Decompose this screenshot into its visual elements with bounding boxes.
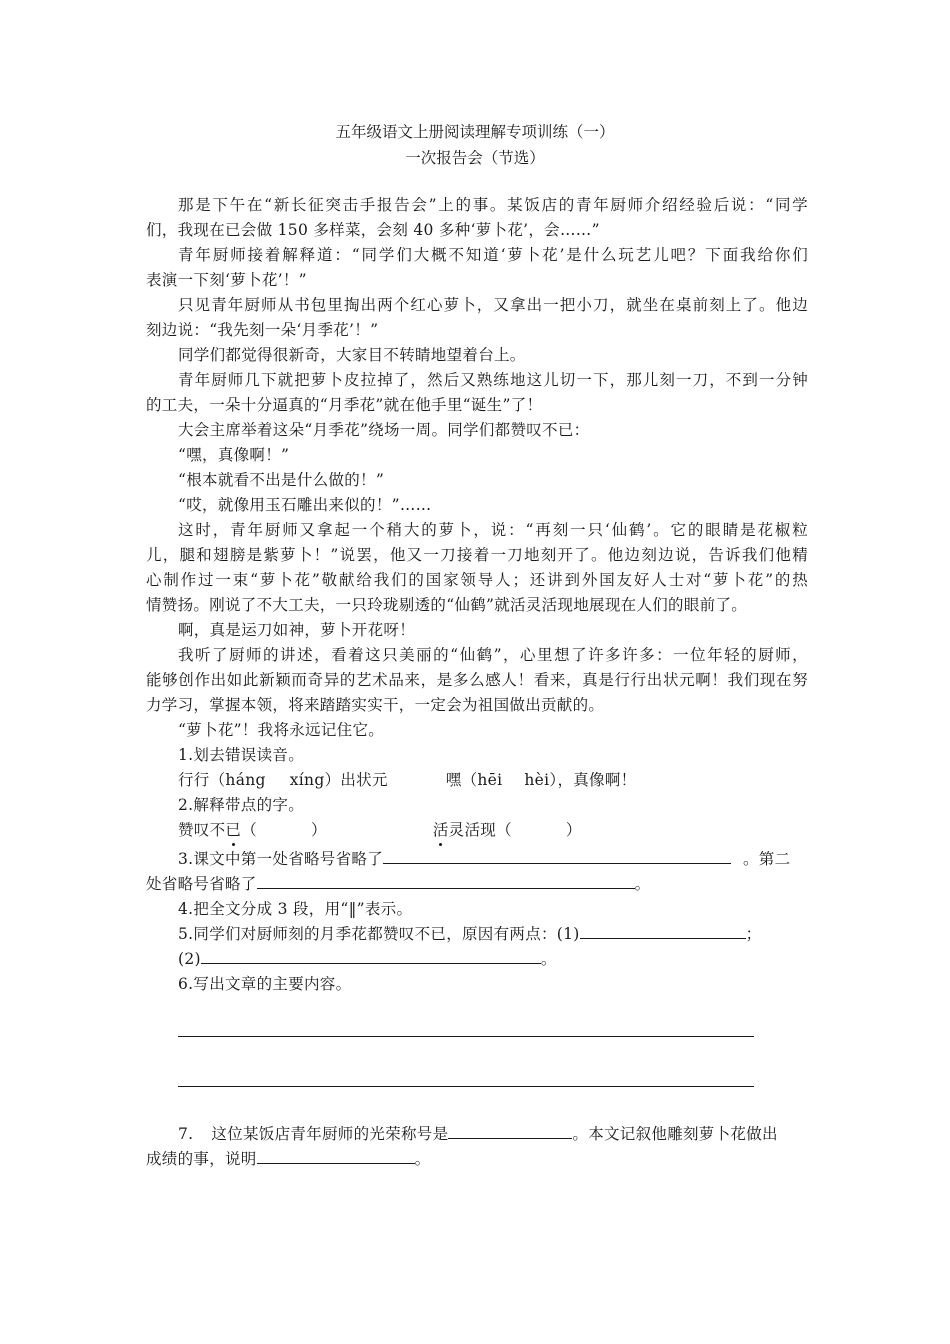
exercise-3-text: 处省略号省略了 [146, 875, 257, 893]
paragraph-line: 儿，腿和翅膀是紫萝卜！”说罢，他又一刀接着一刀地刻开了。他边刻边说，告诉我们他精 [146, 546, 808, 564]
pinyin-option-hang[interactable]: háng [225, 771, 266, 789]
paragraph-line: 青年厨师几下就把萝卜皮拉掉了，然后又熟练地这儿切一下，那儿刻一刀，不到一分钟 [178, 371, 808, 389]
paragraph-line: 那是下午在“新长征突击手报告会”上的事。某饭店的青年厨师介绍经验后说：“同学 [178, 196, 808, 214]
paragraph-line: 我听了厨师的讲述，看着这只美丽的“仙鹤”，心里想了许多许多：一位年轻的厨师， [178, 646, 808, 664]
paragraph-line: 能够创作出如此新颖而奇异的艺术品来，是多么感人！看来，真是行行出状元啊！我们现在努 [146, 671, 808, 689]
paragraph-line: 这时，青年厨师又拿起一个稍大的萝卜，说：“再刻一只‘仙鹤’。它的眼睛是花椒粒 [178, 521, 808, 539]
exercise-3-text: 。 [634, 875, 651, 893]
exercise-7-text: 成绩的事，说明 [146, 1150, 257, 1168]
exercise-5-line-2 [178, 947, 808, 969]
paragraph-line: 只见青年厨师从书包里掏出两个红心萝卜，又拿出一把小刀，就坐在桌前刻上了。他边 [178, 296, 808, 314]
exercise-1b-word: 嘿（ [445, 771, 478, 789]
exercise-7-line-2 [146, 1147, 808, 1169]
paragraph-line: 表演一下刻‘萝卜花’！” [146, 271, 307, 289]
paragraph-line: 力学习，掌握本领，将来踏踏实实干，一定会为祖国做出贡献的。 [146, 696, 605, 714]
quote-line: “嘿，真像啊！” [178, 446, 290, 464]
pinyin-option-hei4[interactable]: hèi [524, 771, 550, 789]
exercise-7-line-1 [178, 1122, 808, 1144]
pinyin-option-xing[interactable]: xíng [289, 771, 325, 789]
dotted-char: 活 [432, 821, 449, 839]
exercise-6-question: 6.写出文章的主要内容。 [178, 975, 352, 993]
exercise-5-text: ； [745, 925, 762, 943]
exercise-3-line-1 [178, 847, 808, 869]
pinyin-option-hei1[interactable]: hēi [477, 771, 503, 789]
answer-line[interactable] [178, 1086, 754, 1087]
exercise-4-question: 4.把全文分成 3 段，用“‖”表示。 [178, 900, 413, 918]
paragraph-line: 心制作过一束“萝卜花”敬献给我们的国家领导人；还讲到外国友好人士对“萝卜花”的热 [146, 571, 808, 589]
passage-title: 一次报告会（节选） [405, 149, 545, 167]
exercise-2-items [178, 818, 808, 840]
exercise-1a-tail: ）出状元 [324, 771, 388, 789]
paragraph-line: 情赞扬。刚说了不大工夫，一只玲珑剔透的“仙鹤”就活灵活现地展现在人们的眼前了。 [146, 596, 748, 614]
paragraph-line: 的工夫，一朵十分逼真的“月季花”就在他手里“诞生”了！ [146, 396, 543, 414]
paragraph-line: 刻边说：“我先刻一朵‘月季花’！” [146, 321, 379, 339]
answer-blank[interactable] [383, 847, 731, 864]
exercise-3-text: 。第二 [743, 850, 791, 868]
exercise-5-line-1 [178, 922, 808, 944]
exercise-7-text: 。本文记叙他雕刻萝卜花做出 [572, 1125, 778, 1143]
paragraph-line: 青年厨师接着解释道：“同学们大概不知道‘萝卜花’是什么玩艺儿吧？下面我给你们 [178, 246, 808, 264]
answer-line[interactable] [178, 1036, 754, 1037]
exercise-2a-prefix: 赞叹不 [178, 821, 226, 839]
paren-close: ） [565, 821, 582, 839]
exercise-2-question: 2.解释带点的字。 [178, 796, 304, 814]
exercise-2b-suffix: 灵活现 [448, 821, 497, 839]
exercise-7-text: 这位某饭店青年厨师的光荣称号是 [211, 1125, 449, 1143]
worksheet-title: 五年级语文上册阅读理解专项训练（一） [335, 123, 615, 141]
paragraph-line: “萝卜花”！我将永远记住它。 [178, 721, 385, 739]
paren-open: （ [241, 821, 258, 839]
answer-blank[interactable] [201, 947, 541, 964]
answer-blank[interactable] [257, 872, 635, 889]
exercise-1-items [178, 768, 808, 790]
exercise-5-text: (2) [178, 950, 201, 968]
paragraph-line: 们，我现在已会做 150 多样菜，会刻 40 多种‘萝卜花’，会……” [146, 221, 600, 239]
exercise-5-text: 5.同学们对厨师刻的月季花都赞叹不已，原因有两点：(1) [178, 925, 580, 943]
paren-close: ） [311, 821, 327, 839]
answer-blank[interactable] [257, 1147, 415, 1164]
quote-line: “根本就看不出是什么做的！” [178, 471, 385, 489]
paragraph-line: 同学们都觉得很新奇，大家目不转睛地望着台上。 [178, 346, 526, 364]
exercise-5-text: 。 [540, 950, 557, 968]
exercise-3-line-2 [146, 872, 808, 894]
paragraph-line: 啊，真是运刀如神，萝卜开花呀！ [178, 621, 416, 639]
answer-blank[interactable] [580, 922, 746, 939]
paragraph-line: 大会主席举着这朵“月季花”绕场一周。同学们都赞叹不已： [178, 421, 590, 439]
exercise-3-text: 3.课文中第一处省略号省略了 [178, 850, 383, 868]
exercise-1-question: 1.划去错误读音。 [178, 746, 304, 764]
paren-open: （ [496, 821, 512, 839]
quote-line: “哎，就像用玉石雕出来似的！”…… [178, 496, 432, 514]
exercise-7-number: 7. [178, 1125, 194, 1143]
exercise-7-text: 。 [414, 1150, 431, 1168]
exercise-1b-tail: ），真像啊！ [549, 771, 637, 789]
answer-blank[interactable] [448, 1122, 572, 1139]
exercise-1a-word: 行行（ [178, 771, 226, 789]
dotted-char: 已 [225, 821, 242, 839]
